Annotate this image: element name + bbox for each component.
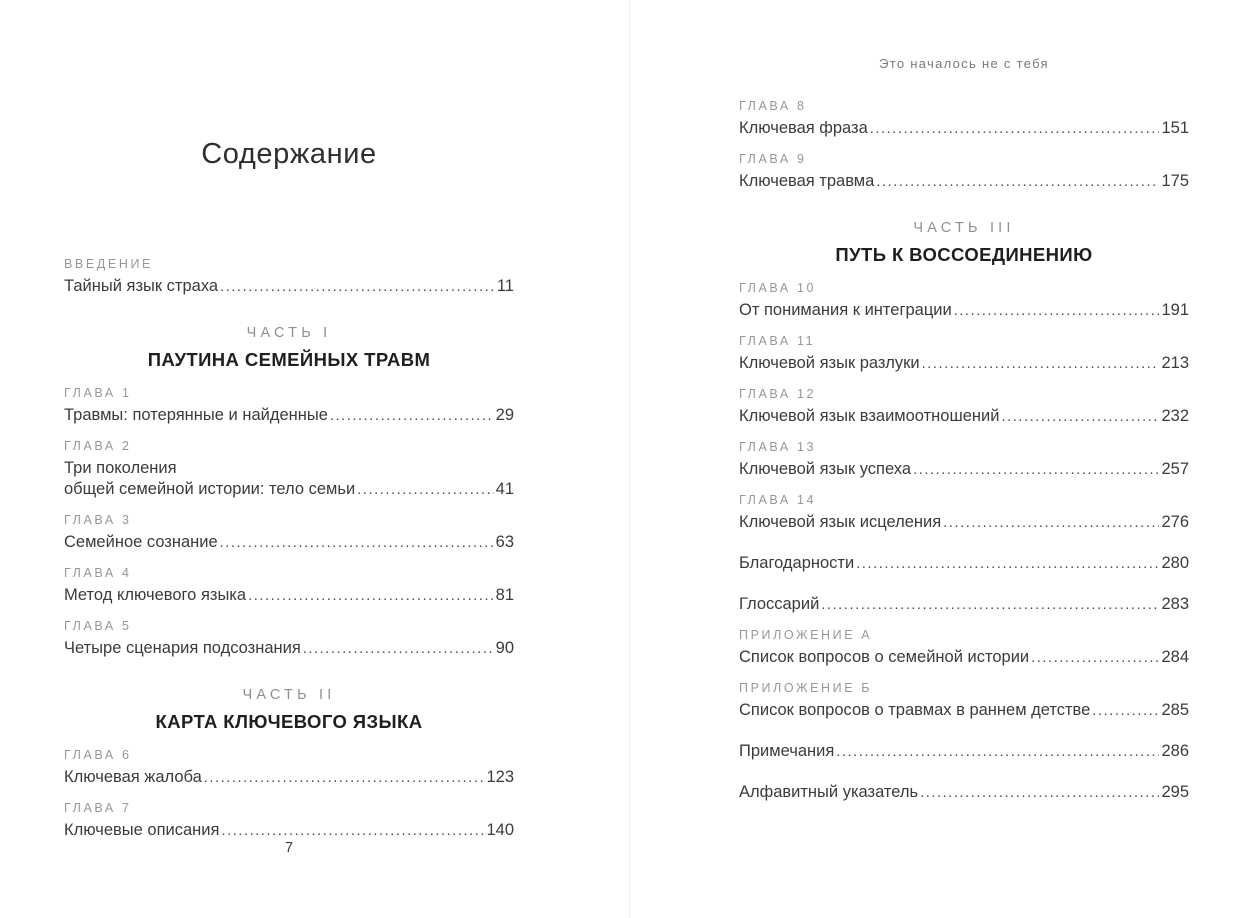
entry-page-number: 90 (495, 639, 514, 657)
entry-page-number: 11 (496, 277, 514, 295)
dot-leader (870, 118, 1160, 140)
entry-page-number: 280 (1161, 554, 1189, 572)
dot-leader (856, 553, 1159, 575)
dot-leader (303, 638, 494, 660)
toc-entry-chapter-10 (739, 281, 1189, 322)
part-1-heading (64, 325, 514, 371)
dot-leader (913, 459, 1159, 481)
part-title: КАРТА КЛЮЧЕВОГО ЯЗЫКА (155, 711, 423, 732)
entry-label: ГЛАВА 9 (739, 152, 807, 166)
dot-leader (922, 353, 1160, 375)
entry-label: ГЛАВА 3 (64, 513, 132, 527)
toc-entry-glossary (739, 594, 1189, 616)
toc-entry-chapter-2 (64, 439, 514, 501)
dot-leader (204, 767, 485, 789)
entry-page-number: 276 (1161, 513, 1189, 531)
entry-title-line-1: Три поколения (64, 459, 177, 477)
entry-title: Травмы: потерянные и найденные (64, 406, 328, 424)
entry-page-number: 123 (486, 768, 514, 786)
toc-entry-notes (739, 741, 1189, 763)
left-page (64, 0, 514, 856)
entry-label: ГЛАВА 11 (739, 334, 816, 348)
part-2-heading (64, 687, 514, 733)
entry-label: ГЛАВА 5 (64, 619, 132, 633)
dot-leader (943, 512, 1159, 534)
dot-leader (920, 782, 1159, 804)
entry-label: ГЛАВА 12 (739, 387, 817, 401)
dot-leader (1001, 406, 1159, 428)
toc-entry-chapter-11 (739, 334, 1189, 375)
entry-label: ГЛАВА 1 (64, 386, 132, 400)
entry-label: ГЛАВА 6 (64, 748, 132, 762)
toc-entry-introduction (64, 257, 514, 298)
entry-page-number: 140 (486, 821, 514, 839)
entry-title: Благодарности (739, 554, 855, 572)
entry-label: ВВЕДЕНИЕ (64, 257, 153, 271)
entry-label: ГЛАВА 8 (739, 99, 807, 113)
entry-page-number: 283 (1161, 595, 1189, 613)
entry-page-number: 285 (1161, 701, 1189, 719)
toc-entry-appendix-a (739, 628, 1189, 669)
entry-title: Семейное сознание (64, 533, 218, 551)
entry-page-number: 284 (1161, 648, 1189, 666)
entry-title: Глоссарий (739, 595, 820, 613)
entry-label: ГЛАВА 10 (739, 281, 817, 295)
entry-page-number: 295 (1161, 783, 1189, 801)
entry-page-number: 257 (1161, 460, 1189, 478)
entry-title: Алфавитный указатель (739, 783, 919, 801)
toc-entry-index (739, 782, 1189, 804)
entry-title: Ключевая травма (739, 172, 875, 190)
entry-label: ГЛАВА 13 (739, 440, 817, 454)
toc-entry-chapter-5 (64, 619, 514, 660)
toc-entry-chapter-8 (739, 99, 1189, 140)
entry-label: ГЛАВА 4 (64, 566, 132, 580)
toc-title: Содержание (201, 138, 377, 170)
dot-leader (876, 171, 1159, 193)
entry-title: Список вопросов о семейной истории (739, 648, 1030, 666)
part-3-heading (739, 220, 1189, 266)
entry-title: Ключевой язык успеха (739, 460, 912, 478)
entry-label: ГЛАВА 14 (739, 493, 817, 507)
entry-title: Ключевой язык взаимоотношений (739, 407, 1000, 425)
part-title: ПАУТИНА СЕМЕЙНЫХ ТРАВМ (147, 349, 431, 370)
dot-leader (836, 741, 1159, 763)
toc-entry-chapter-9 (739, 152, 1189, 193)
entry-page-number: 286 (1161, 742, 1189, 760)
entry-title: Ключевой язык разлуки (739, 354, 920, 372)
dot-leader (220, 532, 494, 554)
entry-page-number: 151 (1161, 119, 1189, 137)
entry-title: Четыре сценария подсознания (64, 639, 301, 657)
part-kicker: ЧАСТЬ II (242, 687, 336, 703)
entry-label: ПРИЛОЖЕНИЕ Б (739, 681, 873, 695)
entry-title: Ключевой язык исцеления (739, 513, 942, 531)
toc-entry-chapter-12 (739, 387, 1189, 428)
entry-title: Ключевые описания (64, 821, 220, 839)
page-divider (629, 0, 630, 918)
toc-entry-chapter-3 (64, 513, 514, 554)
toc-entry-appendix-b (739, 681, 1189, 722)
entry-page-number: 213 (1161, 354, 1189, 372)
toc-entry-acknowledgements (739, 553, 1189, 575)
entry-page-number: 63 (495, 533, 514, 551)
dot-leader (248, 585, 494, 607)
part-kicker: ЧАСТЬ I (246, 325, 332, 341)
dot-leader (220, 276, 495, 298)
running-head: Это началось не с тебя (879, 56, 1049, 71)
entry-title: Ключевая фраза (739, 119, 868, 137)
entry-title: Примечания (739, 742, 835, 760)
toc-entry-chapter-1 (64, 386, 514, 427)
dot-leader (1092, 700, 1159, 722)
toc-entry-chapter-13 (739, 440, 1189, 481)
entry-title: общей семейной истории: тело семьи (64, 480, 356, 498)
entry-page-number: 41 (495, 480, 514, 498)
dot-leader (330, 405, 494, 427)
entry-page-number: 29 (495, 406, 514, 424)
page-number: 7 (284, 840, 294, 856)
dot-leader (1031, 647, 1159, 669)
entry-title: Ключевая жалоба (64, 768, 202, 786)
dot-leader (821, 594, 1159, 616)
dot-leader (357, 479, 493, 501)
entry-title: От понимания к интеграции (739, 301, 952, 319)
part-kicker: ЧАСТЬ III (913, 220, 1015, 236)
entry-title: Список вопросов о травмах в раннем детстве (739, 701, 1091, 719)
entry-label: ГЛАВА 7 (64, 801, 132, 815)
dot-leader (221, 820, 484, 842)
part-title: ПУТЬ К ВОССОЕДИНЕНИЮ (835, 244, 1093, 265)
entry-title: Метод ключевого языка (64, 586, 247, 604)
entry-title: Тайный язык страха (64, 277, 219, 295)
entry-label: ПРИЛОЖЕНИЕ А (739, 628, 873, 642)
entry-page-number: 191 (1161, 301, 1189, 319)
right-page (739, 0, 1189, 804)
dot-leader (954, 300, 1160, 322)
entry-page-number: 81 (495, 586, 514, 604)
toc-entry-chapter-7 (64, 801, 514, 842)
entry-page-number: 175 (1161, 172, 1189, 190)
entry-page-number: 232 (1161, 407, 1189, 425)
toc-entry-chapter-14 (739, 493, 1189, 534)
entry-label: ГЛАВА 2 (64, 439, 132, 453)
toc-entry-chapter-6 (64, 748, 514, 789)
toc-entry-chapter-4 (64, 566, 514, 607)
